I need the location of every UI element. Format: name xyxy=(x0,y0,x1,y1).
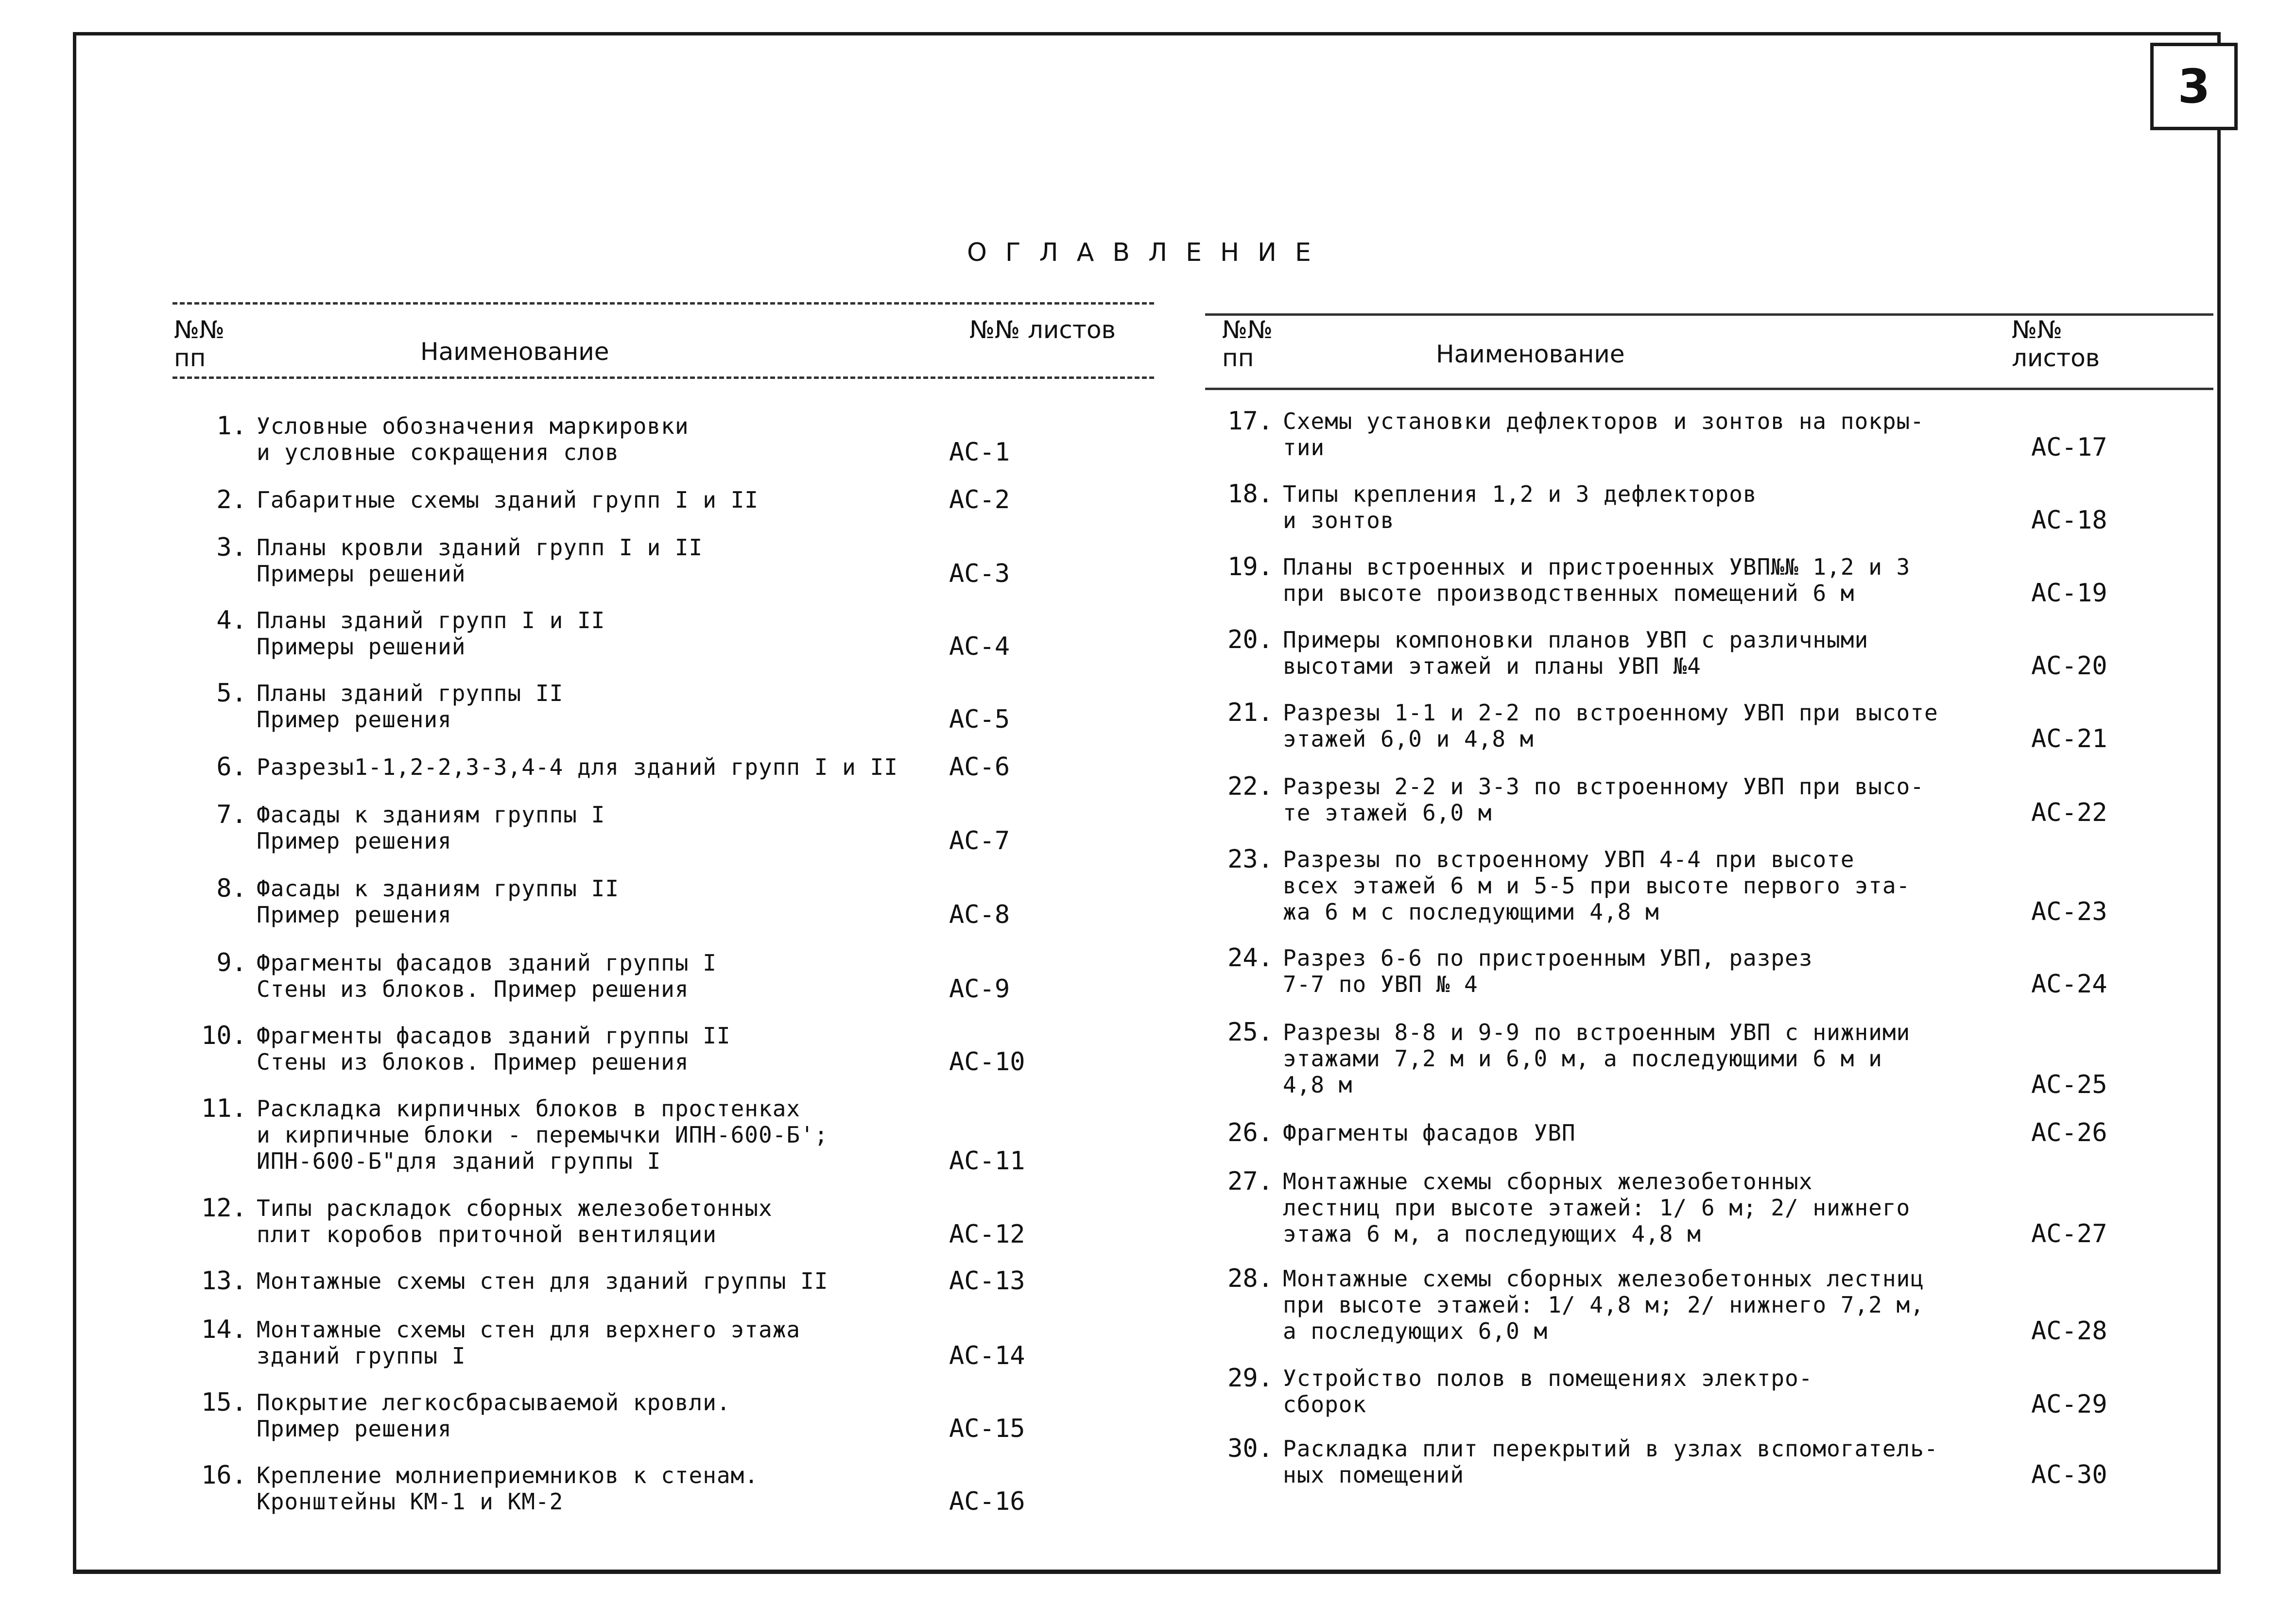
toc-entry-sheet: АС-9 xyxy=(949,974,1010,1004)
toc-entry-sheet: АС-30 xyxy=(2031,1460,2107,1489)
toc-entry-sheet: АС-23 xyxy=(2031,897,2107,926)
sheet-number: 3 xyxy=(2177,59,2210,114)
toc-left-column xyxy=(189,0,1063,1606)
toc-entry-name: Фрагменты фасадов УВП xyxy=(1283,1120,1576,1146)
toc-entry-sheet: АС-29 xyxy=(2031,1390,2107,1419)
toc-entry-sheet: АС-3 xyxy=(949,559,1010,588)
toc-entry-number: 1. xyxy=(216,411,247,441)
toc-entry-name: Условные обозначения маркировки и условные сокращения слов xyxy=(257,413,689,465)
right-name-header: Наименование xyxy=(1436,340,1625,368)
toc-entry-sheet: АС-4 xyxy=(949,632,1010,661)
toc-entry-name: Разрезы1-1,2-2,3-3,4-4 для зданий групп I и II xyxy=(257,754,898,780)
toc-entry-sheet: АС-7 xyxy=(949,826,1010,855)
left-name-header: Наименование xyxy=(420,338,609,366)
toc-entry-number: 12. xyxy=(201,1194,247,1223)
toc-entry-name: Фрагменты фасадов зданий группы II Стены из блоков. Пример решения xyxy=(257,1023,731,1075)
toc-entry-name: Крепление молниеприемников к стенам. Кронштейны КМ-1 и КМ-2 xyxy=(257,1462,759,1515)
toc-entry-sheet: АС-17 xyxy=(2031,433,2107,462)
toc-entry-sheet: АС-20 xyxy=(2031,651,2107,681)
toc-entry-sheet: АС-13 xyxy=(949,1266,1025,1296)
toc-entry-number: 16. xyxy=(201,1461,247,1490)
toc-entry-name: Планы кровли зданий групп I и II Примеры решений xyxy=(257,534,703,587)
toc-entry-name: Монтажные схемы стен для зданий группы II xyxy=(257,1268,829,1294)
right-num-header: №№ пп xyxy=(1222,316,1273,372)
toc-entry-name: Габаритные схемы зданий групп I и II xyxy=(257,487,759,513)
toc-entry-name: Покрытие легкосбрасываемой кровли. Пример решения xyxy=(257,1389,731,1442)
toc-entry-number: 6. xyxy=(216,752,247,782)
toc-entry-name: Типы крепления 1,2 и 3 дефлекторов и зонтов xyxy=(1283,481,1757,533)
toc-entry-sheet: АС-22 xyxy=(2031,798,2107,827)
toc-entry-sheet: АС-8 xyxy=(949,900,1010,929)
right-sheets-header: №№ листов xyxy=(2012,316,2100,372)
toc-entry-sheet: АС-16 xyxy=(949,1487,1025,1516)
toc-entry-sheet: АС-28 xyxy=(2031,1316,2107,1346)
toc-entry-number: 11. xyxy=(201,1094,247,1123)
left-sheets-header: №№ листов xyxy=(969,316,1116,344)
toc-entry-sheet: АС-27 xyxy=(2031,1219,2107,1248)
toc-entry-sheet: АС-15 xyxy=(949,1414,1025,1443)
toc-entry-number: 26. xyxy=(1227,1118,1273,1147)
toc-entry-sheet: АС-26 xyxy=(2031,1118,2107,1147)
toc-entry-number: 15. xyxy=(201,1388,247,1417)
toc-entry-name: Планы встроенных и пристроенных УВП№№ 1,2 и 3 при высоте производственных помещений 6 м xyxy=(1283,554,1911,606)
toc-entry-sheet: АС-6 xyxy=(949,752,1010,782)
toc-right-column xyxy=(1215,0,2211,1606)
toc-entry-name: Фрагменты фасадов зданий группы I Стены из блоков. Пример решения xyxy=(257,950,717,1002)
toc-entry-number: 10. xyxy=(201,1021,247,1050)
toc-entry-number: 17. xyxy=(1227,407,1273,436)
toc-entry-name: Планы зданий групп I и II Примеры решений xyxy=(257,607,605,660)
toc-entry-number: 2. xyxy=(216,485,247,514)
toc-entry-number: 28. xyxy=(1227,1264,1273,1293)
toc-entry-number: 8. xyxy=(216,874,247,903)
toc-entry-sheet: АС-2 xyxy=(949,485,1010,514)
toc-entry-name: Разрезы по встроенному УВП 4-4 при высоте всех этажей 6 м и 5-5 при высоте первого эта- жа 6 м с последующими 4,8 м xyxy=(1283,846,1911,925)
toc-entry-sheet: АС-25 xyxy=(2031,1070,2107,1099)
toc-entry-name: Планы зданий группы II Пример решения xyxy=(257,680,564,733)
toc-entry-number: 27. xyxy=(1227,1167,1273,1196)
toc-entry-name: Фасады к зданиям группы II Пример решения xyxy=(257,875,620,928)
left-num-header: №№ пп xyxy=(174,316,225,372)
toc-entry-number: 23. xyxy=(1227,845,1273,874)
toc-entry-sheet: АС-5 xyxy=(949,705,1010,734)
toc-entry-sheet: АС-18 xyxy=(2031,506,2107,535)
toc-entry-number: 22. xyxy=(1227,772,1273,801)
page-title: ОГЛАВЛЕНИЕ xyxy=(967,238,1329,267)
toc-entry-sheet: АС-1 xyxy=(949,438,1010,467)
toc-entry-name: Разрез 6-6 по пристроенным УВП, разрез 7-7 по УВП № 4 xyxy=(1283,945,1813,997)
toc-entry-sheet: АС-11 xyxy=(949,1146,1025,1176)
toc-entry-number: 3. xyxy=(216,533,247,562)
toc-entry-name: Типы раскладок сборных железобетонных плит коробов приточной вентиляции xyxy=(257,1195,773,1247)
toc-entry-number: 4. xyxy=(216,606,247,635)
toc-entry-name: Разрезы 8-8 и 9-9 по встроенным УВП с нижними этажами 7,2 м и 6,0 м, а последующими 6 м и 4,8 м xyxy=(1283,1019,1911,1098)
toc-entry-sheet: АС-24 xyxy=(2031,970,2107,999)
toc-entry-sheet: АС-21 xyxy=(2031,724,2107,753)
toc-entry-number: 21. xyxy=(1227,698,1273,727)
toc-entry-number: 13. xyxy=(201,1266,247,1296)
toc-entry-sheet: АС-10 xyxy=(949,1047,1025,1076)
toc-entry-name: Разрезы 1-1 и 2-2 по встроенному УВП при высоте этажей 6,0 и 4,8 м xyxy=(1283,700,1938,752)
toc-entry-number: 7. xyxy=(216,800,247,829)
toc-entry-number: 20. xyxy=(1227,625,1273,654)
toc-entry-name: Монтажные схемы сборных железобетонных лестниц при высоте этажей: 1/ 4,8 м; 2/ нижнего 7,2 м, а последующих 6,0 м xyxy=(1283,1265,1924,1344)
toc-entry-name: Раскладка плит перекрытий в узлах вспомогатель- ных помещений xyxy=(1283,1435,1938,1488)
toc-entry-number: 18. xyxy=(1227,479,1273,509)
toc-entry-name: Примеры компоновки планов УВП с различными высотами этажей и планы УВП №4 xyxy=(1283,627,1869,679)
toc-entry-number: 19. xyxy=(1227,552,1273,581)
toc-entry-name: Разрезы 2-2 и 3-3 по встроенному УВП при высо- те этажей 6,0 м xyxy=(1283,773,1924,826)
toc-entry-name: Раскладка кирпичных блоков в простенках и кирпичные блоки - перемычки ИПН-600-Б'; ИПН-600-Б"для зданий группы I xyxy=(257,1095,829,1174)
toc-entry-number: 24. xyxy=(1227,943,1273,973)
toc-entry-number: 5. xyxy=(216,679,247,708)
toc-entry-name: Схемы установки дефлекторов и зонтов на покры- тии xyxy=(1283,408,1924,461)
toc-entry-number: 29. xyxy=(1227,1364,1273,1393)
toc-entry-name: Фасады к зданиям группы I Пример решения xyxy=(257,802,605,854)
toc-entry-sheet: АС-19 xyxy=(2031,579,2107,608)
toc-entry-number: 14. xyxy=(201,1315,247,1344)
toc-entry-number: 30. xyxy=(1227,1434,1273,1463)
toc-entry-sheet: АС-12 xyxy=(949,1220,1025,1249)
toc-entry-number: 9. xyxy=(216,948,247,977)
toc-entry-name: Монтажные схемы стен для верхнего этажа зданий группы I xyxy=(257,1316,801,1369)
toc-entry-name: Монтажные схемы сборных железобетонных лестниц при высоте этажей: 1/ 6 м; 2/ нижнего этажа 6 м, а последующих 4,8 м xyxy=(1283,1168,1911,1247)
toc-entry-number: 25. xyxy=(1227,1018,1273,1047)
toc-entry-sheet: АС-14 xyxy=(949,1341,1025,1370)
toc-entry-name: Устройство полов в помещениях электро- сборок xyxy=(1283,1365,1813,1418)
